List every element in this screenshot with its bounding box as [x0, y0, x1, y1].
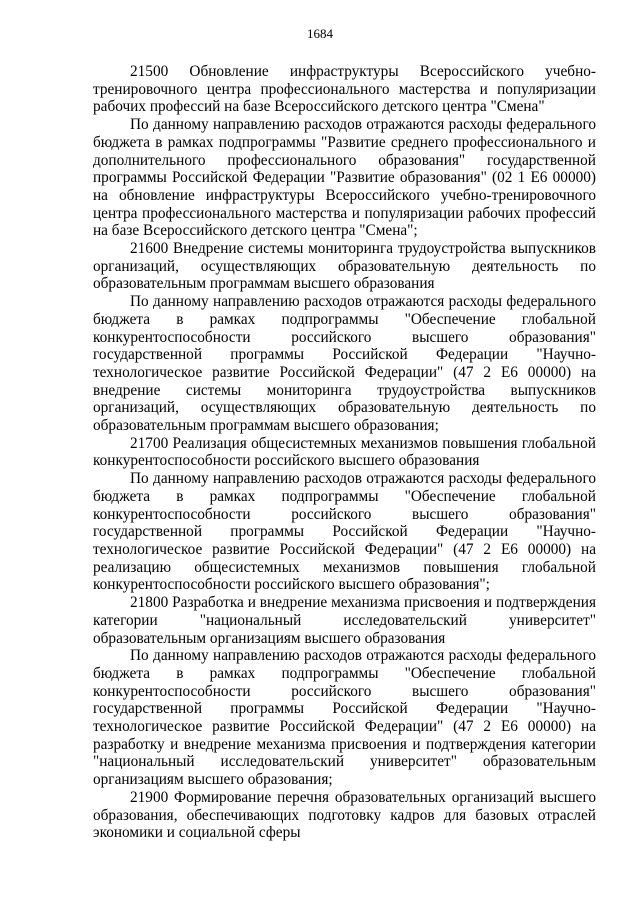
page-number: 1684	[307, 26, 333, 41]
paragraph-code-21700-heading: 21700 Реализация общесистемных механизмов повышения глобальной конкурентоспособности российского высшего образования	[93, 434, 596, 470]
paragraph-code-21500-heading: 21500 Обновление инфраструктуры Всероссийского учебно-тренировочного центра профессионального мастерства и популяризации рабочих профессий на базе Всероссийского детского центра "Смена"	[93, 63, 596, 116]
paragraph-code-21600-heading: 21600 Внедрение системы мониторинга трудоустройства выпускников организаций, осуществляющих образовательную деятельность по образовательным программам высшего образования	[93, 240, 596, 293]
paragraph-code-21700-description: По данному направлению расходов отражаются расходы федерального бюджета в рамках подпрограммы "Обеспечение глобальной конкурентоспособности российского высшего образования" государственной программы Российской Федерации "Научно-технологическое развитие Российской Федерации" (47 2 Е6 00000) на реализацию общесистемных механизмов повышения глобальной конкурентоспособности российского высшего образования";	[93, 470, 596, 594]
paragraph-code-21900-heading: 21900 Формирование перечня образовательных организаций высшего образования, обеспечивающих подготовку кадров для базовых отраслей экономики и социальной сферы	[93, 788, 596, 842]
paragraph-code-21800-description: По данному направлению расходов отражаются расходы федерального бюджета в рамках подпрограммы "Обеспечение глобальной конкурентоспособности российского высшего образования" государственной программы Российской Федерации "Научно-технологическое развитие Российской Федерации" (47 2 Е6 00000) на разработку и внедрение механизма присвоения и подтверждения категории "национальный исследовательский университет" образовательным организациям высшего образования;	[93, 647, 596, 789]
paragraph-code-21800-heading: 21800 Разработка и внедрение механизма присвоения и подтверждения категории "национальный исследовательский университет" образовательным организациям высшего образования	[93, 594, 596, 647]
paragraph-code-21600-description: По данному направлению расходов отражаются расходы федерального бюджета в рамках подпрограммы "Обеспечение глобальной конкурентоспособности российского высшего образования" государственной программы Российской Федерации "Научно-технологическое развитие Российской Федерации" (47 2 Е6 00000) на внедрение системы мониторинга трудоустройства выпускников организаций, осуществляющих образовательную деятельность по образовательным программам высшего образования;	[93, 293, 596, 435]
document-body	[93, 63, 596, 842]
paragraph-code-21500-description: По данному направлению расходов отражаются расходы федерального бюджета в рамках подпрограммы "Развитие среднего профессионального и дополнительного профессионального образования" государственной программы Российской Федерации "Развитие образования" (02 1 Е6 00000) на обновление инфраструктуры Всероссийского учебно-тренировочного центра профессионального мастерства и популяризации рабочих профессий на базе Всероссийского детского центра "Смена";	[93, 116, 596, 240]
